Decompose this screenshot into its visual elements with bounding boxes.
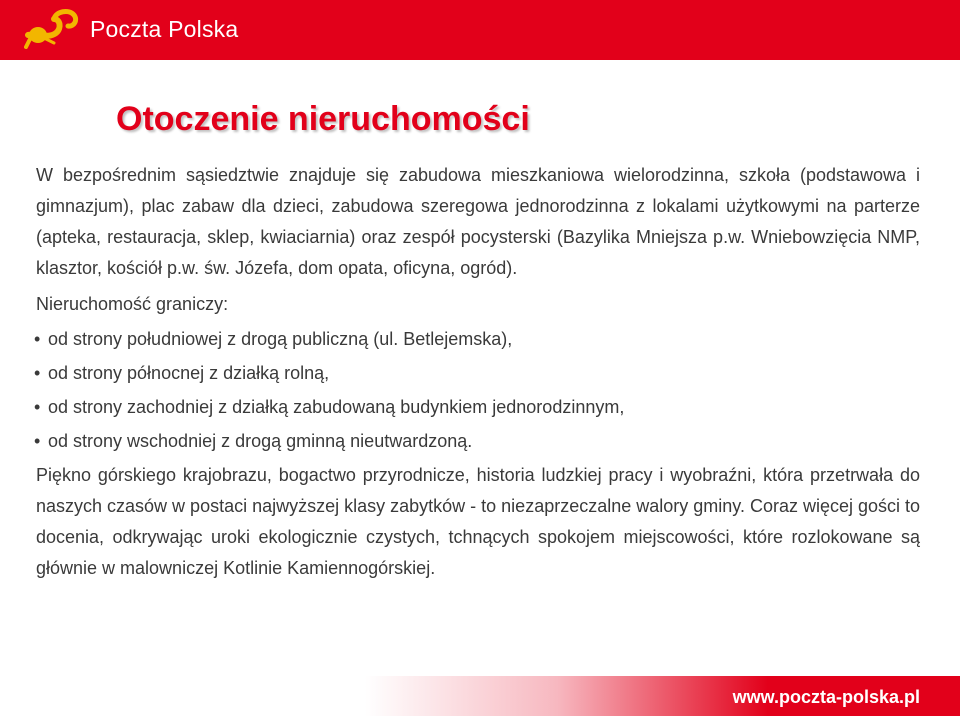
list-item: • od strony południowej z drogą publiczną (ul. Betlejemska),: [36, 322, 920, 356]
list-item: • od strony zachodniej z działką zabudowaną budynkiem jednorodzinnym,: [36, 390, 920, 424]
intro-paragraph: W bezpośrednim sąsiedztwie znajduje się zabudowa mieszkaniowa wielorodzinna, szkoła (podstawowa i gimnazjum), plac zabaw dla dzieci, zabudowa szeregowa jednorodzinna z lokalami użytkowymi na parterze (apteka, restauracja, sklep, kwiaciarnia) oraz zespół pocysterski (Bazylika Mniejsza p.w. Wniebowzięcia NMP, klasztor, kościół p.w. św. Józefa, dom opata, oficyna, ogród).: [36, 165, 920, 278]
list-item: • od strony północnej z działką rolną,: [36, 356, 920, 390]
footer-url: www.poczta-polska.pl: [732, 687, 920, 707]
boundary-list: [36, 322, 920, 458]
brand-logo: [24, 9, 238, 49]
slide-body: [36, 160, 920, 584]
brand-name: Poczta Polska: [90, 15, 239, 42]
slide-title: Otoczenie nieruchomości: [116, 100, 530, 138]
header-bar: [0, 0, 960, 60]
list-item: • od strony wschodniej z drogą gminną nieutwardzoną.: [36, 424, 920, 458]
footer-bar: [0, 676, 960, 716]
boundary-heading: Nieruchomość graniczy:: [36, 294, 229, 314]
region-paragraph: Piękno górskiego krajobrazu, bogactwo przyrodnicze, historia ludzkiej pracy i wyobraźni, która przetrwała do naszych czasów w postaci najwyższej klasy zabytków - to niezaprzeczalne walory gminy. Coraz więcej gości to docenia, odkrywając uroki ekologicznie czystych, tchnących spokojem miejscowości, które rozlokowane są głównie w malowniczej Kotlinie Kamiennogórskiej.: [36, 465, 921, 578]
post-horn-icon: [24, 9, 82, 49]
